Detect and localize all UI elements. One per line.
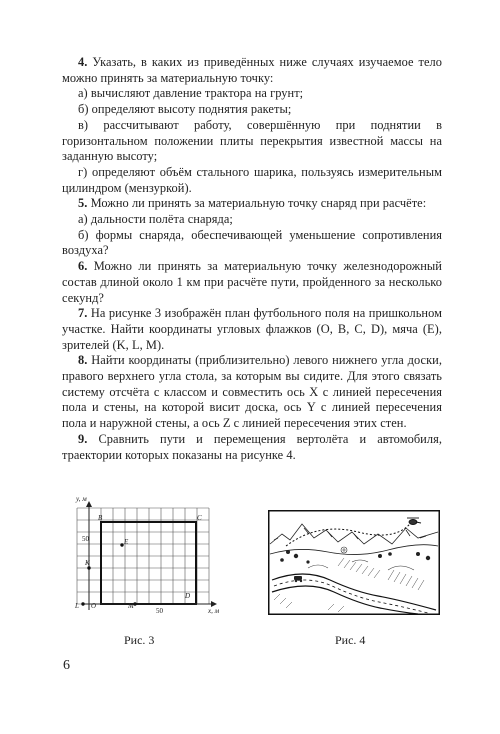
point-l-dot [81,602,84,605]
task-number: 5. [78,196,88,211]
task-option: а) вычисляют давление трактора на грунт; [78,86,304,101]
x-axis-label: x, м [208,607,220,615]
task-number: 6. [78,259,88,274]
point-k-label: K [85,559,90,567]
task-8 [62,353,442,432]
task-4 [62,55,442,86]
figure-4-landscape-illustration [268,510,440,615]
task-option: а) дальности полёта снаряда; [78,212,233,227]
figure-3-caption: Рис. 3 [124,633,155,647]
task-number: 7. [78,306,88,321]
y-axis-label: y, м [76,495,87,503]
point-b-label: B [98,514,103,522]
point-e-label: E [124,538,129,546]
task-7 [62,306,442,353]
task-text: Указать, в каких из приведённых ниже случаях изучаемое тело можно принять за материальную точку: [62,55,443,85]
point-o-label: O [91,602,97,610]
task-text: Найти координаты (приблизительно) левого нижнего угла доски, правого верхнего угла стола, за которым вы сидите. Для этого связать систему отсчёта с классом и совместить ось X с линией пересечения пола и стены, на которой висит доска, ось Y с линией пересечения пола и наружной стены, а ось Z с линией пересечения этих стен. [62,353,442,431]
task-6 [62,259,442,306]
task-9 [62,432,442,463]
task-text: На рисунке 3 изображён план футбольного поля на пришкольном участке. Найти координаты угловых флажков (O, B, C, D), мяча (E), зрителей (K, L, M). [62,306,442,352]
point-d-label: D [185,592,191,600]
task-text: Можно ли принять за материальную точку железнодорожный состав длиной около 1 км при расчёте пути, пройденного за несколько секунд? [62,259,442,305]
point-l-label: L [75,602,79,610]
y-tick-50: 50 [82,535,89,543]
tasks-text [62,55,442,463]
task-text: Можно ли принять за материальную точку снаряд при расчёте: [90,196,427,211]
task-text: Сравнить пути и перемещения вертолёта и автомобиля, траектории которых показаны на рисунке 4. [62,431,442,462]
task-option: б) определяют высоту поднятия ракеты; [78,102,292,117]
page-number: 6 [63,658,70,673]
task-option: в) рассчитывают работу, совершённую при поднятии в горизонтальном положении плиты перекрытия известной массы на заданную высоту; [62,117,442,164]
point-m-label: M [128,602,134,610]
task-option: г) определяют объём стального шарика, пользуясь измерительным цилиндром (мензуркой). [62,164,442,195]
task-number: 9. [78,431,88,446]
task-number: 8. [78,353,88,368]
task-number: 4. [78,55,88,69]
point-c-label: C [197,514,202,522]
figure-4-caption: Рис. 4 [335,633,366,647]
x-tick-50: 50 [156,607,163,615]
figure-3-field-plan [58,492,228,617]
task-option: б) формы снаряда, обеспечивающей уменьшение сопротивления воздуха? [62,227,442,258]
task-5 [62,196,442,212]
